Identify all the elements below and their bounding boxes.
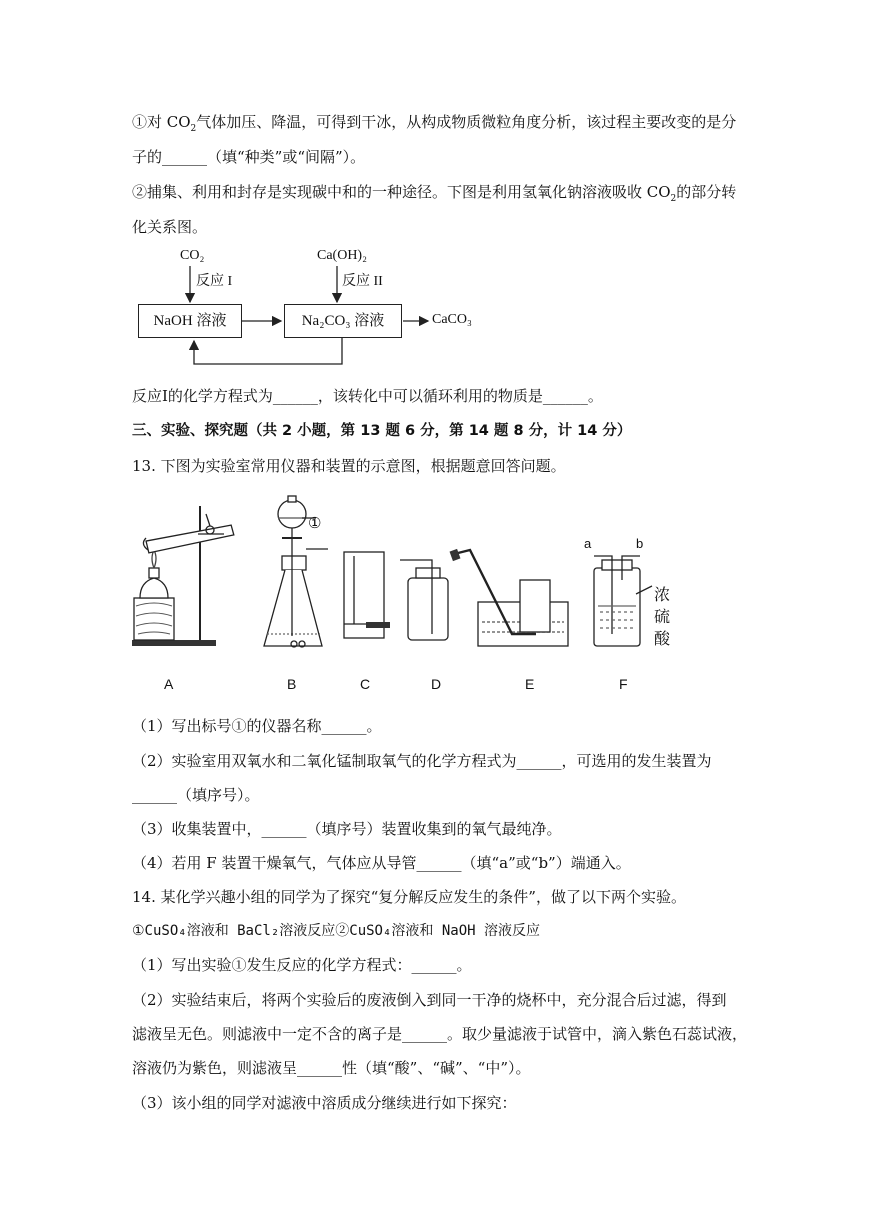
caoh2-input-label: Ca(OH)₂: [317, 248, 367, 263]
na2co3-solution-box: Na₂CO₃ 溶液: [284, 304, 402, 338]
acid-char-3: 酸: [654, 629, 671, 648]
acid-char-2: 硫: [654, 607, 671, 626]
q14-sub2-line3: 溶液仍为紫色，则滤液呈______性（填“酸”、“碱”、“中”）。: [132, 1059, 531, 1077]
letter-a: A: [164, 676, 174, 692]
q12-part2-line1: [132, 182, 736, 209]
q13-intro: 13. 下图为实验室常用仪器和装置的示意图，根据题意回答问题。: [132, 457, 566, 475]
q12-part1-line1: [132, 112, 736, 139]
letter-b: B: [287, 676, 297, 692]
q12-part1-text-b: 气体加压、降温，可得到干冰，从构成物质微粒角度分析，该过程主要改变的是分: [196, 113, 737, 131]
q13-sub2-line2: ______（填序号）。: [132, 786, 260, 804]
section3-heading: 三、实验、探究题（共 2 小题，第 13 题 6 分，第 14 题 8 分，计 14 分）: [132, 423, 632, 439]
q13-sub4: （4）若用 F 装置干燥氧气，气体应从导管______（填“a”或“b”）端通入。: [132, 854, 631, 872]
q12-part2-text-b: 的部分转: [676, 183, 737, 201]
tube-a-label: a: [584, 536, 592, 551]
circle-one-label: ①: [308, 514, 322, 532]
q12-part1-text-a: ①对 CO: [132, 113, 191, 131]
letter-e: E: [525, 676, 535, 692]
q12-part1-line2: 子的______（填“种类”或“间隔”）。: [132, 148, 366, 166]
q14-sub2-line1: （2）实验结束后，将两个实验后的废液倒入到同一干净的烧杯中，充分混合后过滤，得到: [132, 991, 727, 1009]
apparatus-c: [344, 552, 390, 638]
q13-sub1: （1）写出标号①的仪器名称______。: [132, 717, 382, 735]
q13-sub3: （3）收集装置中，______（填序号）装置收集到的氧气最纯净。: [132, 820, 562, 838]
flow-arrows: [132, 242, 492, 372]
apparatus-e: [450, 549, 568, 646]
q14-intro: 14. 某化学兴趣小组的同学为了探究“复分解反应发生的条件”，做了以下两个实验。: [132, 888, 686, 906]
q12-reaction-line: 反应Ⅰ的化学方程式为______，该转化中可以循环利用的物质是______。: [132, 387, 603, 405]
caco3-product-label: CaCO₃: [432, 312, 472, 327]
apparatus-f: [594, 556, 652, 646]
letter-c: C: [360, 676, 371, 692]
reaction2-label: 反应 II: [342, 274, 383, 289]
q14-experiments: ①CuSO₄溶液和 BaCl₂溶液反应②CuSO₄溶液和 NaOH 溶液反应: [132, 923, 540, 939]
q13-sub2-line1: （2）实验室用双氧水和二氧化锰制取氧气的化学方程式为______，可选用的发生装置为: [132, 752, 712, 770]
apparatus-drawing: [132, 494, 692, 674]
q14-sub2-line2: 滤液呈无色。则滤液中一定不含的离子是______。取少量滤液于试管中，滴入紫色石蕊试液，: [132, 1025, 748, 1043]
co2-input-label: CO₂: [180, 248, 205, 263]
conversion-flow-diagram: [132, 242, 492, 372]
apparatus-d: [400, 560, 448, 640]
co2-subscript-2: 2: [670, 194, 677, 204]
reaction1-label: 反应 I: [196, 274, 233, 289]
tube-b-label: b: [636, 536, 644, 551]
naoh-solution-box: NaOH 溶液: [138, 304, 242, 338]
letter-d: D: [431, 676, 442, 692]
apparatus-a: [132, 506, 235, 646]
q12-part2-line2: 化关系图。: [132, 218, 208, 236]
q14-sub3: （3）该小组的同学对滤液中溶质成分继续进行如下探究：: [132, 1094, 517, 1112]
q12-part2-text-a: ②捕集、利用和封存是实现碳中和的一种途径。下图是利用氢氧化钠溶液吸收 CO: [132, 183, 671, 201]
acid-char-1: 浓: [654, 585, 671, 604]
q14-sub1: （1）写出实验①发生反应的化学方程式：______。: [132, 956, 472, 974]
letter-f: F: [619, 676, 628, 692]
co2-subscript: 2: [190, 124, 197, 134]
apparatus-illustration: [132, 494, 692, 699]
